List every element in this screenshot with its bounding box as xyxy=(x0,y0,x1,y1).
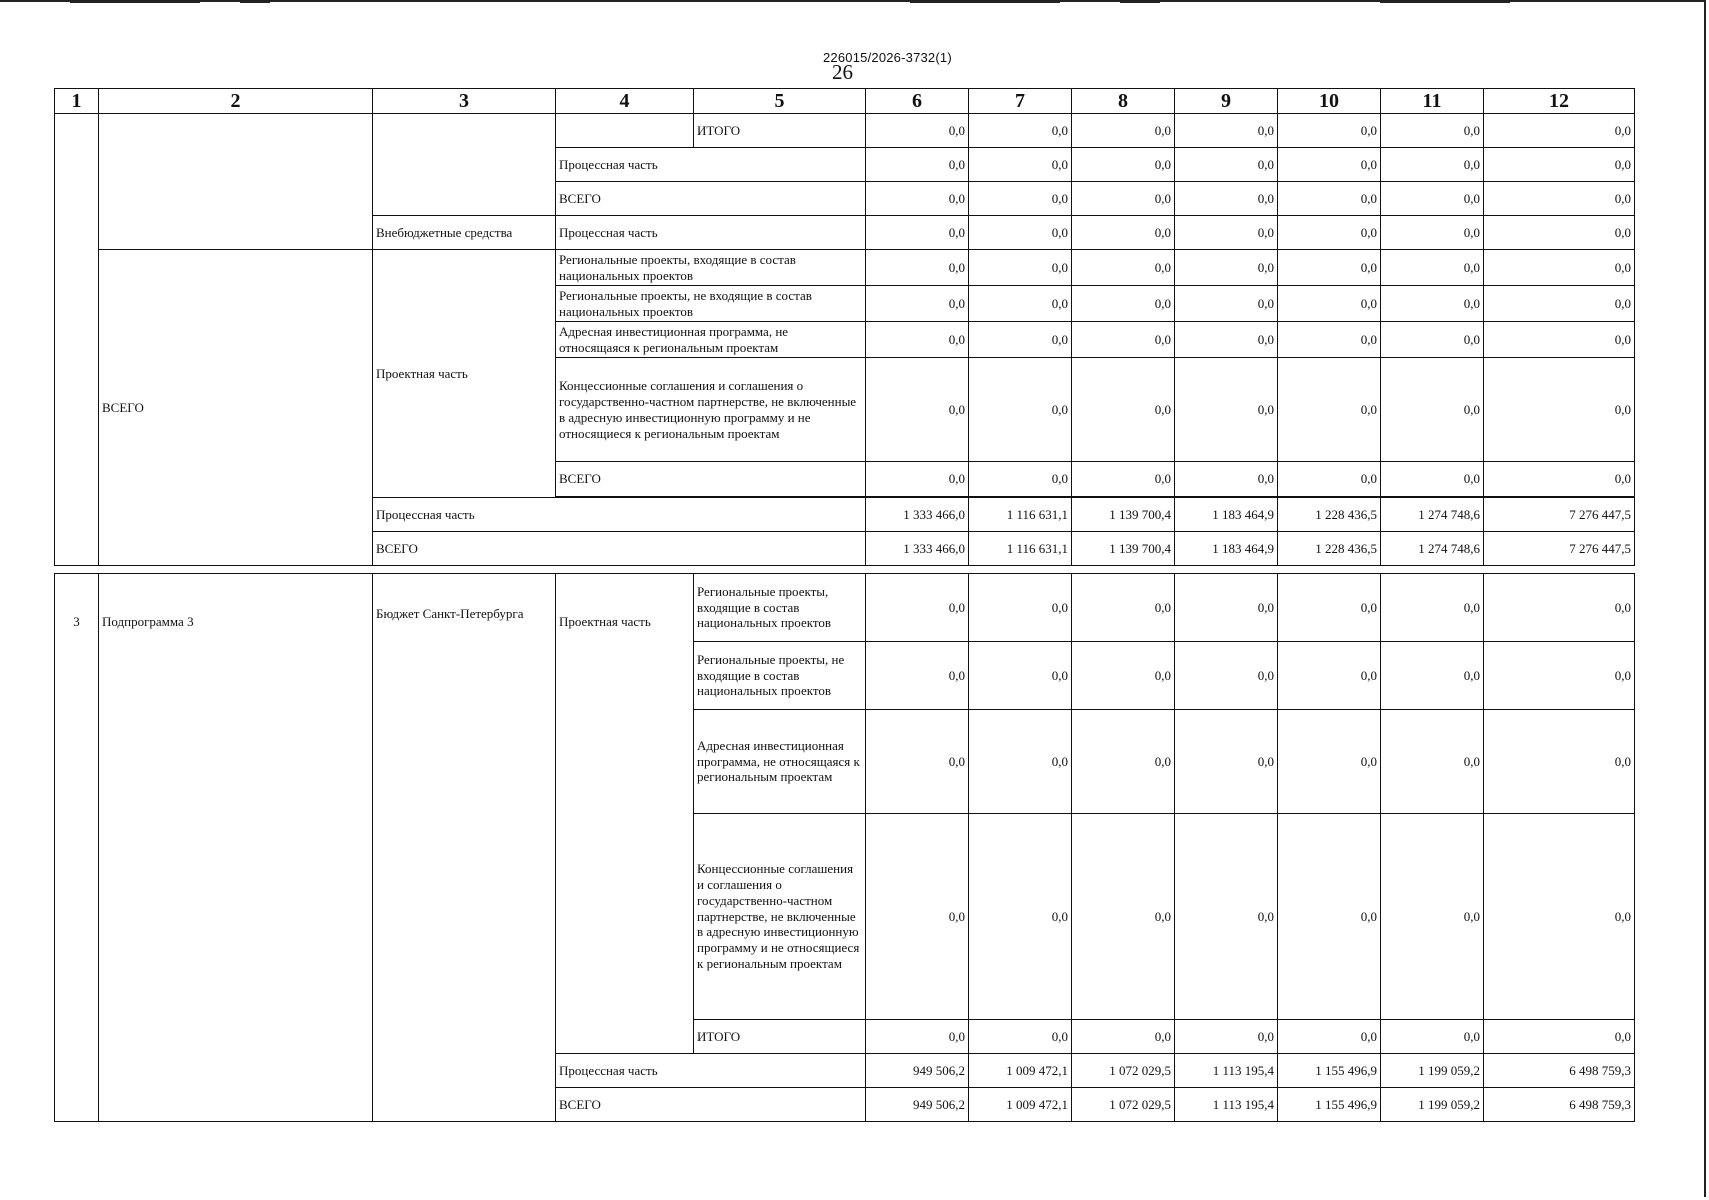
value-cell: 0,0 xyxy=(1278,250,1381,286)
cell-blank xyxy=(556,114,694,148)
row-label-project-part: Проектная часть xyxy=(556,574,694,1054)
value-cell: 0,0 xyxy=(969,148,1072,182)
value-cell: 0,0 xyxy=(969,322,1072,358)
row-label-aip: Адресная инвестиционная программа, не относящаяся к региональным проектам xyxy=(694,710,866,814)
value-cell: 1 009 472,1 xyxy=(969,1054,1072,1088)
value-cell: 0,0 xyxy=(1381,358,1484,462)
value-cell: 0,0 xyxy=(866,1020,969,1054)
value-cell: 0,0 xyxy=(1278,216,1381,250)
value-cell: 0,0 xyxy=(1381,216,1484,250)
section-number: 3 xyxy=(55,574,99,1122)
value-cell: 0,0 xyxy=(866,182,969,216)
value-cell: 0,0 xyxy=(1484,182,1635,216)
value-cell: 0,0 xyxy=(969,574,1072,642)
value-cell: 0,0 xyxy=(969,182,1072,216)
col-header-2: 2 xyxy=(99,89,373,114)
value-cell: 1 199 059,2 xyxy=(1381,1054,1484,1088)
value-cell: 0,0 xyxy=(1278,286,1381,322)
funding-source: Бюджет Санкт-Петербурга xyxy=(373,574,556,1122)
page-number: 26 xyxy=(832,60,853,84)
row-label-vsego: ВСЕГО xyxy=(373,532,866,566)
value-cell: 0,0 xyxy=(1278,462,1381,497)
col-header-10: 10 xyxy=(1278,89,1381,114)
value-cell: 1 072 029,5 xyxy=(1072,1054,1175,1088)
value-cell: 0,0 xyxy=(1484,250,1635,286)
table-row xyxy=(55,114,1635,148)
value-cell: 0,0 xyxy=(1484,1020,1635,1054)
col-header-4: 4 xyxy=(556,89,694,114)
value-cell: 0,0 xyxy=(1381,462,1484,497)
value-cell: 0,0 xyxy=(969,114,1072,148)
value-cell: 0,0 xyxy=(866,322,969,358)
value-cell: 949 506,2 xyxy=(866,1054,969,1088)
value-cell: 0,0 xyxy=(1072,574,1175,642)
row-label-itogo: ИТОГО xyxy=(694,1020,866,1054)
value-cell: 0,0 xyxy=(1072,322,1175,358)
value-cell: 0,0 xyxy=(866,814,969,1020)
value-cell: 1 183 464,9 xyxy=(1175,498,1278,532)
value-cell: 0,0 xyxy=(1175,322,1278,358)
value-cell: 0,0 xyxy=(1175,182,1278,216)
value-cell: 0,0 xyxy=(1381,322,1484,358)
value-cell: 0,0 xyxy=(1072,642,1175,710)
value-cell: 0,0 xyxy=(1175,1020,1278,1054)
value-cell: 1 274 748,6 xyxy=(1381,532,1484,566)
value-cell: 0,0 xyxy=(1381,642,1484,710)
value-cell: 1 116 631,1 xyxy=(969,498,1072,532)
value-cell: 0,0 xyxy=(969,250,1072,286)
row-label-reg-not-in-national: Региональные проекты, не входящие в состав национальных проектов xyxy=(556,286,866,322)
row-label-vsego: ВСЕГО xyxy=(556,1088,866,1122)
section-label-vsego: ВСЕГО xyxy=(99,250,373,566)
cell-blank xyxy=(373,114,556,216)
table-row xyxy=(55,250,1635,286)
value-cell: 0,0 xyxy=(866,462,969,497)
value-cell: 0,0 xyxy=(866,710,969,814)
row-label-process-part: Процессная часть xyxy=(556,148,866,182)
value-cell: 0,0 xyxy=(1175,250,1278,286)
value-cell: 0,0 xyxy=(1072,114,1175,148)
value-cell: 0,0 xyxy=(1484,322,1635,358)
value-cell: 0,0 xyxy=(866,574,969,642)
value-cell: 1 009 472,1 xyxy=(969,1088,1072,1122)
row-label-reg-in-national: Региональные проекты, входящие в состав национальных проектов xyxy=(694,574,866,642)
row-label-aip: Адресная инвестиционная программа, не относящаяся к региональным проектам xyxy=(556,322,866,358)
value-cell: 0,0 xyxy=(1072,250,1175,286)
value-cell: 0,0 xyxy=(866,148,969,182)
value-cell: 0,0 xyxy=(1175,642,1278,710)
value-cell: 0,0 xyxy=(1484,216,1635,250)
value-cell: 0,0 xyxy=(1175,358,1278,462)
value-cell: 0,0 xyxy=(1175,710,1278,814)
value-cell: 0,0 xyxy=(866,286,969,322)
row-label-reg-not-in-national: Региональные проекты, не входящие в состав национальных проектов xyxy=(694,642,866,710)
subprogram3-table xyxy=(54,573,1635,1122)
value-cell: 0,0 xyxy=(1381,250,1484,286)
value-cell: 0,0 xyxy=(866,114,969,148)
value-cell: 0,0 xyxy=(1072,1020,1175,1054)
value-cell: 6 498 759,3 xyxy=(1484,1088,1635,1122)
value-cell: 949 506,2 xyxy=(866,1088,969,1122)
col-header-3: 3 xyxy=(373,89,556,114)
table-row xyxy=(55,574,1635,642)
value-cell: 0,0 xyxy=(1484,358,1635,462)
scan-marks xyxy=(0,0,1709,4)
value-cell: 0,0 xyxy=(1278,1020,1381,1054)
value-cell: 0,0 xyxy=(866,216,969,250)
value-cell: 1 199 059,2 xyxy=(1381,1088,1484,1122)
value-cell: 0,0 xyxy=(1381,182,1484,216)
value-cell: 0,0 xyxy=(1175,814,1278,1020)
value-cell: 0,0 xyxy=(1381,574,1484,642)
row-label-process-part: Процессная часть xyxy=(556,1054,866,1088)
col-header-11: 11 xyxy=(1381,89,1484,114)
value-cell: 0,0 xyxy=(1175,286,1278,322)
value-cell: 0,0 xyxy=(1484,710,1635,814)
value-cell: 0,0 xyxy=(1175,574,1278,642)
col-header-12: 12 xyxy=(1484,89,1635,114)
value-cell: 0,0 xyxy=(1072,710,1175,814)
value-cell: 0,0 xyxy=(969,462,1072,497)
value-cell: 0,0 xyxy=(1484,642,1635,710)
col-header-6: 6 xyxy=(866,89,969,114)
value-cell: 1 139 700,4 xyxy=(1072,498,1175,532)
value-cell: 0,0 xyxy=(969,286,1072,322)
value-cell: 0,0 xyxy=(1278,642,1381,710)
value-cell: 1 139 700,4 xyxy=(1072,532,1175,566)
value-cell: 1 183 464,9 xyxy=(1175,532,1278,566)
value-cell: 1 228 436,5 xyxy=(1278,498,1381,532)
value-cell: 0,0 xyxy=(1175,462,1278,497)
value-cell: 0,0 xyxy=(1484,462,1635,497)
value-cell: 0,0 xyxy=(969,710,1072,814)
value-cell: 0,0 xyxy=(969,216,1072,250)
cell-blank xyxy=(55,114,99,566)
value-cell: 6 498 759,3 xyxy=(1484,1054,1635,1088)
value-cell: 0,0 xyxy=(1278,574,1381,642)
subprogram-name: Подпрограмма 3 xyxy=(99,574,373,1122)
value-cell: 1 228 436,5 xyxy=(1278,532,1381,566)
value-cell: 0,0 xyxy=(969,358,1072,462)
value-cell: 0,0 xyxy=(1072,814,1175,1020)
value-cell: 0,0 xyxy=(1484,114,1635,148)
value-cell: 0,0 xyxy=(1278,710,1381,814)
value-cell: 1 116 631,1 xyxy=(969,532,1072,566)
value-cell: 0,0 xyxy=(1278,114,1381,148)
row-label-concessions: Концессионные соглашения и соглашения о государственно-частном партнерстве, не включенные в адресную инвестиционную программу и не относящиеся к региональным проектам xyxy=(694,814,866,1020)
row-label-vsego: ВСЕГО xyxy=(556,182,866,216)
value-cell: 0,0 xyxy=(1381,1020,1484,1054)
value-cell: 7 276 447,5 xyxy=(1484,498,1635,532)
value-cell: 0,0 xyxy=(969,642,1072,710)
value-cell: 0,0 xyxy=(1072,148,1175,182)
value-cell: 0,0 xyxy=(1072,182,1175,216)
value-cell: 0,0 xyxy=(1278,358,1381,462)
value-cell: 1 333 466,0 xyxy=(866,498,969,532)
row-label-extrabudget: Внебюджетные средства xyxy=(373,216,556,250)
value-cell: 1 155 496,9 xyxy=(1278,1088,1381,1122)
col-header-8: 8 xyxy=(1072,89,1175,114)
value-cell: 1 333 466,0 xyxy=(866,532,969,566)
col-header-5: 5 xyxy=(694,89,866,114)
value-cell: 1 155 496,9 xyxy=(1278,1054,1381,1088)
value-cell: 0,0 xyxy=(1381,814,1484,1020)
value-cell: 0,0 xyxy=(1484,574,1635,642)
value-cell: 0,0 xyxy=(1175,114,1278,148)
value-cell: 0,0 xyxy=(1381,710,1484,814)
value-cell: 7 276 447,5 xyxy=(1484,532,1635,566)
row-label-vsego: ВСЕГО xyxy=(556,462,866,497)
value-cell: 1 274 748,6 xyxy=(1381,498,1484,532)
value-cell: 0,0 xyxy=(1072,462,1175,497)
value-cell: 0,0 xyxy=(1278,814,1381,1020)
row-label-process-part: Процессная часть xyxy=(556,216,866,250)
value-cell: 0,0 xyxy=(1381,148,1484,182)
row-label-process-part: Процессная часть xyxy=(373,498,866,532)
value-cell: 0,0 xyxy=(1072,216,1175,250)
col-header-7: 7 xyxy=(969,89,1072,114)
value-cell: 0,0 xyxy=(866,250,969,286)
value-cell: 0,0 xyxy=(1381,114,1484,148)
value-cell: 0,0 xyxy=(866,642,969,710)
cell-blank xyxy=(99,114,373,250)
value-cell: 0,0 xyxy=(1381,286,1484,322)
value-cell: 1 113 195,4 xyxy=(1175,1054,1278,1088)
value-cell: 0,0 xyxy=(969,814,1072,1020)
value-cell: 0,0 xyxy=(1175,216,1278,250)
row-label-reg-in-national: Региональные проекты, входящие в состав национальных проектов xyxy=(556,250,866,286)
value-cell: 1 072 029,5 xyxy=(1072,1088,1175,1122)
value-cell: 0,0 xyxy=(866,358,969,462)
document-number: 226015/2026-3732(1) xyxy=(823,50,952,65)
col-header-9: 9 xyxy=(1175,89,1278,114)
value-cell: 0,0 xyxy=(1278,148,1381,182)
row-label-project-part: Проектная часть xyxy=(373,250,556,498)
value-cell: 0,0 xyxy=(1175,148,1278,182)
value-cell: 0,0 xyxy=(1484,148,1635,182)
value-cell: 0,0 xyxy=(1072,286,1175,322)
budget-table xyxy=(54,88,1635,566)
row-label-concessions: Концессионные соглашения и соглашения о государственно-частном партнерстве, не включенные в адресную инвестиционную программу и не относящиеся к региональным проектам xyxy=(556,358,866,462)
value-cell: 0,0 xyxy=(969,1020,1072,1054)
value-cell: 0,0 xyxy=(1278,322,1381,358)
col-header-1: 1 xyxy=(55,89,99,114)
value-cell: 0,0 xyxy=(1278,182,1381,216)
value-cell: 0,0 xyxy=(1484,286,1635,322)
column-header-row xyxy=(55,89,1635,114)
row-label-itogo: ИТОГО xyxy=(694,114,866,148)
value-cell: 1 113 195,4 xyxy=(1175,1088,1278,1122)
value-cell: 0,0 xyxy=(1484,814,1635,1020)
value-cell: 0,0 xyxy=(1072,358,1175,462)
